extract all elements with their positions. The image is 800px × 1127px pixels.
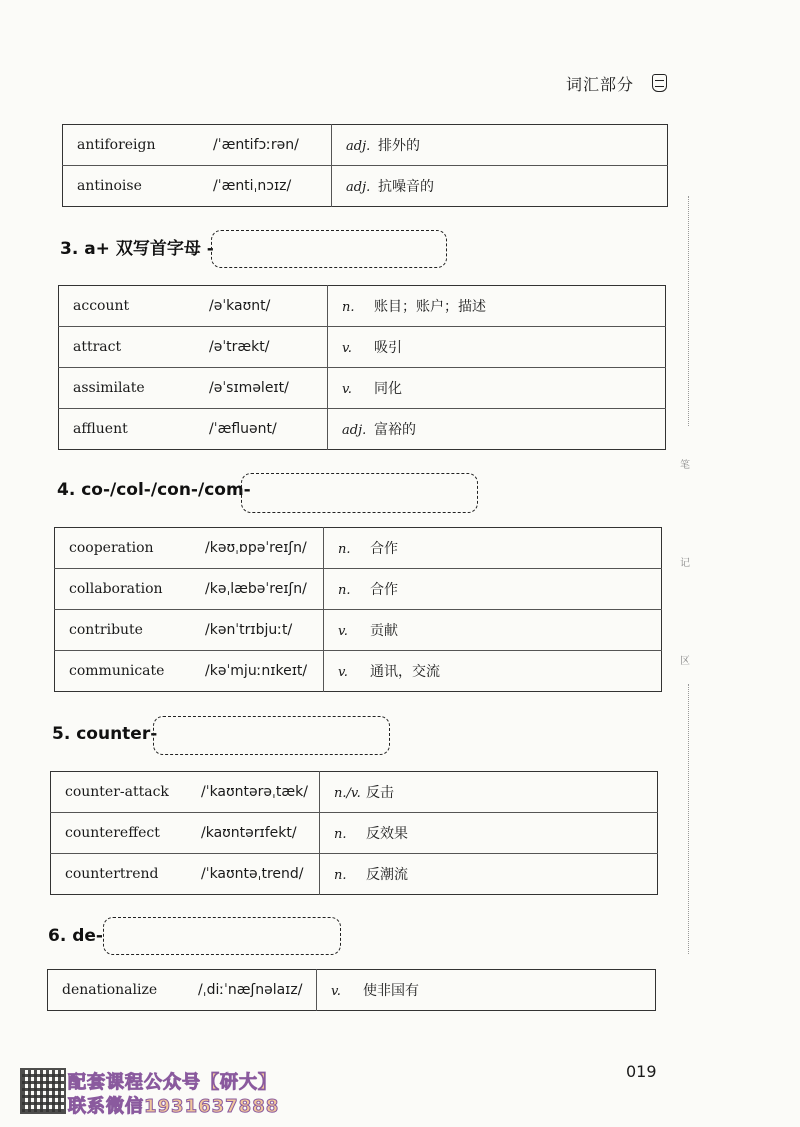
part-of-speech: v. [338, 665, 348, 680]
meaning: 使非国有 [363, 983, 419, 999]
vocab-word: antiforeign [63, 125, 214, 166]
vocab-word: antinoise [77, 178, 142, 194]
table-row [59, 286, 666, 327]
phonetic: /ˈkaʊntərəˌtæk/ [201, 772, 320, 813]
vocab-table-de [47, 969, 656, 1011]
page-header-title: 词汇部分 [566, 75, 635, 94]
vocab-table-counter [50, 771, 658, 895]
phonetic: /kəˈmjuːnɪkeɪt/ [205, 663, 308, 679]
vocab-word: counter-attack [51, 772, 202, 813]
section-heading-co: 4. co-/col-/con-/com- [57, 480, 251, 500]
definition-cell [332, 166, 668, 207]
vocab-word: assimilate [59, 368, 210, 409]
phonetic: /kəʊˌɒpəˈreɪʃn/ [205, 528, 324, 569]
definition-cell [328, 368, 666, 409]
notes-divider-line-lower [688, 684, 689, 954]
meaning: 反效果 [366, 826, 408, 842]
phonetic: /kaʊntərɪfekt/ [201, 813, 320, 854]
definition-cell [317, 970, 656, 1011]
meaning: 同化 [374, 381, 402, 397]
notes-label-3: 区 [680, 656, 690, 667]
meaning: 账目；账户；描述 [374, 299, 486, 315]
phonetic: /ˈæntiˌnɔɪz/ [213, 178, 292, 194]
phonetic: /kəˌlæbəˈreɪʃn/ [205, 569, 324, 610]
phonetic: /əˈkaʊnt/ [209, 286, 328, 327]
notes-label-1: 笔 [680, 460, 690, 471]
notes-divider-line [688, 196, 689, 426]
definition-cell [320, 854, 658, 895]
table-row [51, 813, 658, 854]
definition-cell [324, 528, 662, 569]
phonetic: /ˌdiːˈnæʃnəlaɪz/ [198, 982, 303, 998]
vocab-table-a [58, 285, 666, 450]
vocab-word: denationalize [62, 982, 158, 998]
vocab-word: countertrend [65, 866, 159, 882]
meaning: 抗噪音的 [378, 179, 434, 195]
meaning: 反潮流 [366, 867, 408, 883]
part-of-speech: n. [334, 827, 347, 842]
meaning: 合作 [370, 582, 398, 598]
definition-cell [324, 610, 662, 651]
definition-cell [324, 651, 662, 692]
meaning: 贡献 [370, 623, 398, 639]
part-of-speech: n./v. [334, 786, 361, 801]
definition-cell [320, 772, 658, 813]
part-of-speech: v. [342, 382, 352, 397]
vocab-table-anti [62, 124, 668, 207]
part-of-speech: n. [338, 542, 351, 557]
phonetic: /əˈsɪməleɪt/ [209, 368, 328, 409]
vocab-table-co [54, 527, 662, 692]
meaning: 吸引 [374, 340, 402, 356]
section-heading-de: 6. de- [48, 926, 103, 946]
part-of-speech: n. [338, 583, 351, 598]
answer-box-counter[interactable] [153, 716, 390, 755]
meaning: 反击 [366, 785, 394, 801]
part-of-speech: adj. [342, 423, 367, 438]
part-of-speech: adj. [346, 139, 371, 154]
vocab-word: communicate [69, 663, 165, 679]
meaning: 通讯，交流 [370, 664, 440, 680]
table-row [48, 970, 656, 1011]
definition-cell [324, 569, 662, 610]
table-row [55, 528, 662, 569]
table-row [55, 651, 662, 692]
vocab-word: cooperation [55, 528, 206, 569]
table-row [55, 610, 662, 651]
table-row [63, 166, 668, 207]
meaning: 排外的 [378, 138, 420, 154]
part-of-speech: v. [331, 984, 341, 999]
answer-box-a[interactable] [211, 230, 447, 268]
table-row [59, 368, 666, 409]
table-row [55, 569, 662, 610]
notebook-icon [652, 74, 667, 92]
part-of-speech: n. [334, 868, 347, 883]
answer-box-de[interactable] [103, 917, 341, 955]
table-row [51, 772, 658, 813]
part-of-speech: v. [342, 341, 352, 356]
vocab-word: affluent [73, 421, 128, 437]
qr-code-icon [20, 1068, 66, 1114]
definition-cell [328, 327, 666, 368]
definition-cell [328, 286, 666, 327]
section-heading-a: 3. a+ 双写首字母 - [60, 239, 214, 259]
notes-label-2: 记 [680, 558, 690, 569]
table-row [59, 409, 666, 450]
table-row [63, 125, 668, 166]
table-row [59, 327, 666, 368]
meaning: 合作 [370, 541, 398, 557]
page-number: 019 [626, 1062, 657, 1081]
answer-box-co[interactable] [241, 473, 478, 513]
phonetic: /ˈæntifɔːrən/ [213, 125, 332, 166]
meaning: 富裕的 [374, 422, 416, 438]
part-of-speech: v. [338, 624, 348, 639]
vocab-word: countereffect [51, 813, 202, 854]
part-of-speech: n. [342, 300, 355, 315]
vocab-word: collaboration [55, 569, 206, 610]
part-of-speech: adj. [346, 180, 371, 195]
vocab-word: account [59, 286, 210, 327]
definition-cell [332, 125, 668, 166]
vocab-word: attract [59, 327, 210, 368]
promo-line-2: 联系微信1931637888 [68, 1096, 280, 1117]
phonetic: /ˈæfluənt/ [209, 421, 277, 437]
vocab-word: contribute [55, 610, 206, 651]
definition-cell [320, 813, 658, 854]
phonetic: /ˈkaʊntəˌtrend/ [201, 866, 304, 882]
promo-line-1: 配套课程公众号【研大】 [68, 1072, 277, 1093]
definition-cell [328, 409, 666, 450]
table-row [51, 854, 658, 895]
section-heading-counter: 5. counter- [52, 724, 158, 744]
phonetic: /əˈtrækt/ [209, 327, 328, 368]
phonetic: /kənˈtrɪbjuːt/ [205, 610, 324, 651]
